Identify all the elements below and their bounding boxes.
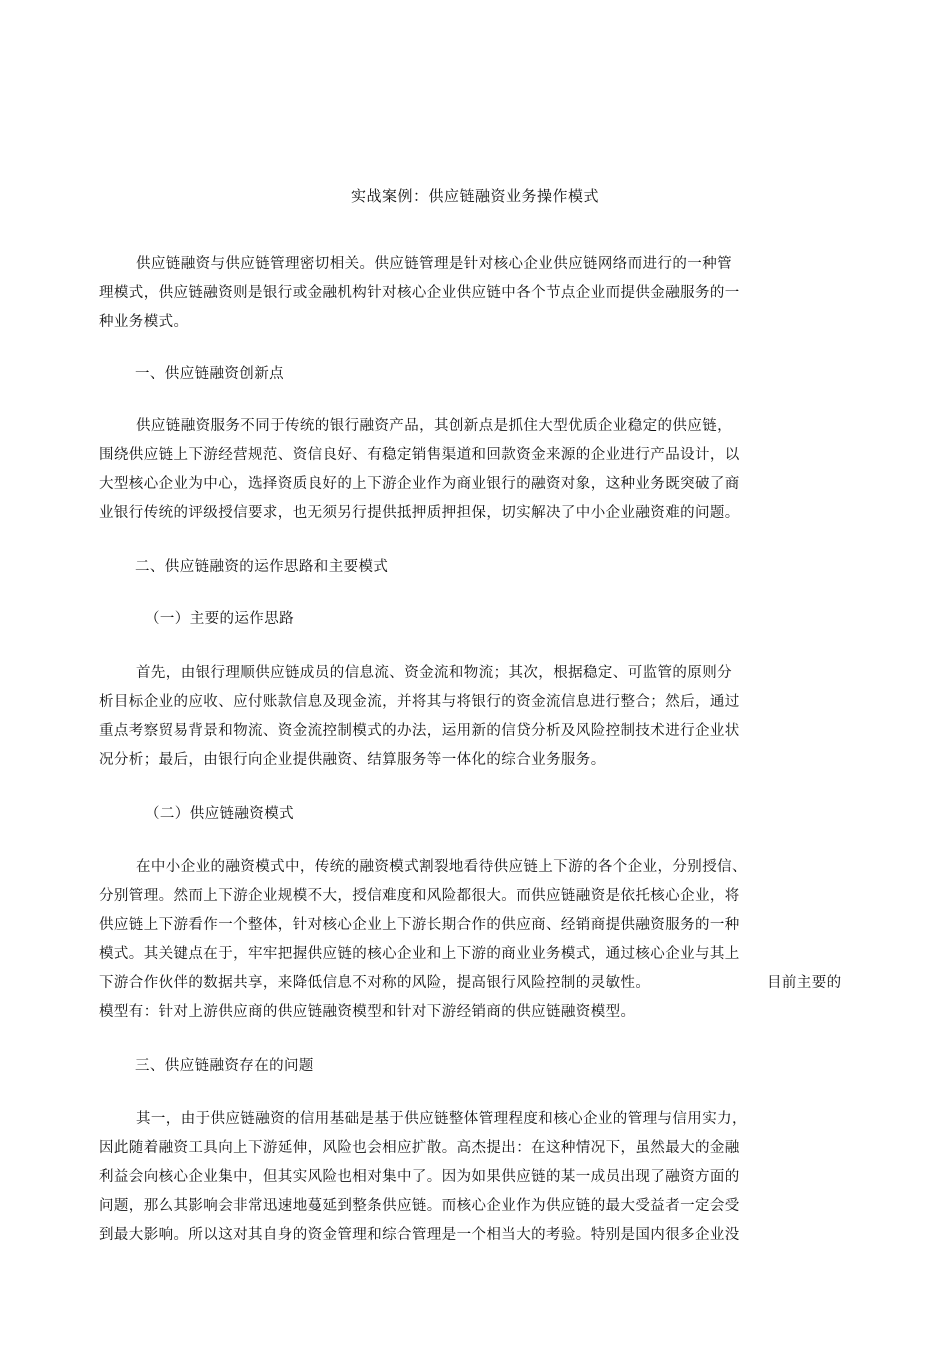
paragraph-line: 下游合作伙伴的数据共享，来降低信息不对称的风险，提高银行风险控制的灵敏性。 [99,975,651,991]
paragraph-line: 理模式，供应链融资则是银行或金融机构针对核心企业供应链中各个节点企业而提供金融服务的一 [99,285,740,301]
paragraph-line-tail: 目前主要的 [767,975,842,991]
paragraph-line: 业银行传统的评级授信要求，也无须另行提供抵押质押担保，切实解决了中小企业融资难的问题。 [99,505,740,521]
intro-paragraph [99,250,789,337]
paragraph-line: 在中小企业的融资模式中，传统的融资模式割裂地看待供应链上下游的各个企业，分别授信、 [136,859,747,875]
paragraph-line: 析目标企业的应收、应付账款信息及现金流，并将其与将银行的资金流信息进行整合；然后，通过 [99,694,740,710]
section-heading-3: 三、供应链融资存在的问题 [135,1058,314,1074]
paragraph-line: 因此随着融资工具向上下游延伸，风险也会相应扩散。高杰提出：在这种情况下，虽然最大的金融 [99,1140,740,1156]
section-heading-1: 一、供应链融资创新点 [135,366,284,382]
paragraph-line: 重点考察贸易背景和物流、资金流控制模式的办法，运用新的信贷分析及风险控制技术进行企业状 [99,723,740,739]
paragraph-line: 模型有：针对上游供应商的供应链融资模型和针对下游经销商的供应链融资模型。 [99,1004,636,1020]
paragraph-line: 围绕供应链上下游经营规范、资信良好、有稳定销售渠道和回款资金来源的企业进行产品设计，以 [99,447,740,463]
sub-heading-2-2: （二）供应链融资模式 [145,806,294,822]
paragraph-line: 到最大影响。所以这对其自身的资金管理和综合管理是一个相当大的考验。特别是国内很多企业没 [99,1227,740,1243]
paragraph-line: 大型核心企业为中心，选择资质良好的上下游企业作为商业银行的融资对象，这种业务既突破了商 [99,476,740,492]
section3-paragraph [99,1105,789,1250]
sub-heading-2-1: （一）主要的运作思路 [145,611,294,627]
paragraph-line: 首先，由银行理顺供应链成员的信息流、资金流和物流；其次，根据稳定、可监管的原则分 [136,665,732,681]
paragraph-line: 种业务模式。 [99,314,189,330]
section2-sub1-paragraph [99,659,789,775]
paragraph-line: 分别管理。然而上下游企业规模不大，授信难度和风险都很大。而供应链融资是依托核心企业，将 [99,888,740,904]
section2-sub2-paragraph [99,853,789,1027]
section-heading-2: 二、供应链融资的运作思路和主要模式 [135,559,389,575]
paragraph-line: 问题，那么其影响会非常迅速地蔓延到整条供应链。而核心企业作为供应链的最大受益者一定会受 [99,1198,740,1214]
section1-paragraph [99,412,789,528]
paragraph-line: 模式。其关键点在于，牢牢把握供应链的核心企业和上下游的商业业务模式，通过核心企业与其上 [99,946,740,962]
paragraph-line: 况分析；最后，由银行向企业提供融资、结算服务等一体化的综合业务服务。 [99,752,606,768]
paragraph-line: 供应链融资服务不同于传统的银行融资产品，其创新点是抓住大型优质企业稳定的供应链， [136,418,732,434]
paragraph-line: 其一，由于供应链融资的信用基础是基于供应链整体管理程度和核心企业的管理与信用实力， [136,1111,747,1127]
paragraph-line: 供应链融资与供应链管理密切相关。供应链管理是针对核心企业供应链网络而进行的一种管 [136,256,732,272]
document-title: 实战案例：供应链融资业务操作模式 [350,187,599,205]
paragraph-line: 供应链上下游看作一个整体，针对核心企业上下游长期合作的供应商、经销商提供融资服务的一种 [99,917,740,933]
paragraph-line: 利益会向核心企业集中，但其实风险也相对集中了。因为如果供应链的某一成员出现了融资方面的 [99,1169,740,1185]
